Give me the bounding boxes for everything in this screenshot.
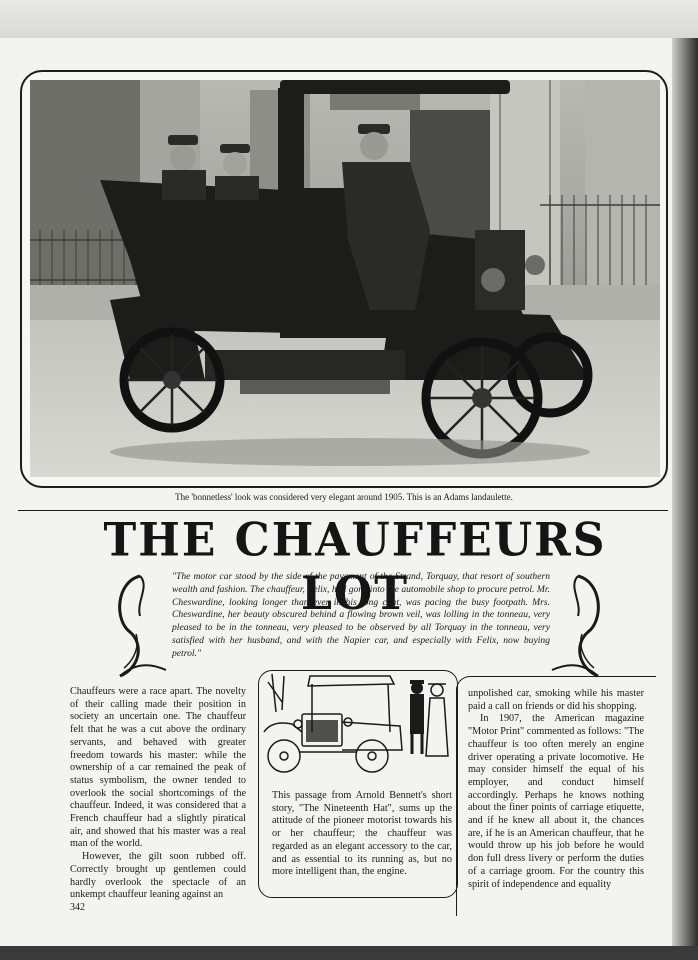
right-paragraph-2: In 1907, the American magazine "Motor Print" commented as follows: "The chauffeur is too often merely an engine driver operating a private locomotive. He may consider himself the equal of his employer, and conduct himself accordingly. Perhaps he knows nothing about the finer points of carriage etiquette, and if he knew all about it, the chances are, if he is an American chauffeur, that he would throw up his job before he would don full dress livery or perform the duties of a carriage groom. For the country this spirit of independence and equality [468,713,644,890]
page-number: 342 [70,902,85,913]
middle-column [272,790,452,879]
page-binding-edge [672,38,698,946]
scanner-background-bottom [0,946,698,960]
photo-caption: The 'bonnetless' look was considered very elegant around 1905. This is an Adams landaulette. [175,492,513,502]
left-column [70,686,246,902]
article-intro-quote [172,571,550,661]
left-ornament-icon [110,572,170,682]
section-divider [18,510,668,511]
left-paragraph-2: However, the gilt soon rubbed off. Correctly brought up gentlemen could hardly overlook the spectacle of an unkempt chauffeur leaning against an [70,851,246,901]
right-paragraph-1: unpolished car, smoking while his master paid a call on friends or did his shopping. [468,688,644,712]
scanner-background-top [0,0,698,40]
intro-quote-text: "The motor car stood by the side of the pavement of the Strand, Torquay, that resort of southern wealth and fashion. The chauffeur, Felix, had gone into the automobile shop to procure petrol. Mr. Cheswardine, looking longer than ever in his long coat, was pacing the busy footpath. Mrs. Cheswardine, her beauty obscured behind a flowing brown veil, was lolling in the tonneau, very pleased to be in the tonneau, very pleased to be observed by all Torquay in the tonneau, very satisfied with her husband, and with the Napier car, and especially with Felix, now buying petrol." [172,571,550,659]
left-paragraph-1: Chauffeurs were a race apart. The novelty of their calling made their position in society an uncertain one. The chauffeur felt that he was a cut above the ordinary servants, and behaved with greater freedom towards his master: while the ownership of a car remained the peak of status symbolism, the owner tended to overlook the social shortcomings of the chauffeur. Indeed, it was considered that a French chauffeur had a slightly piratical air, and showed that his master was a real man of the world. [70,686,246,850]
middle-paragraph: This passage from Arnold Bennett's short story, "The Nineteenth Hat", sums up the attitude of the pioneer motorist towards his or her chauffeur; the chauffeur was regarded as an elegant accessory to the car, and as essential to its running as, but no more intelligent than, the engine. [272,790,452,878]
vintage-car-illustration [262,672,456,782]
right-column [468,688,644,891]
article-title: THE CHAUFFEURS LOT [103,513,607,621]
right-ornament-icon [548,572,608,682]
adams-landaulette-photo [30,80,660,477]
